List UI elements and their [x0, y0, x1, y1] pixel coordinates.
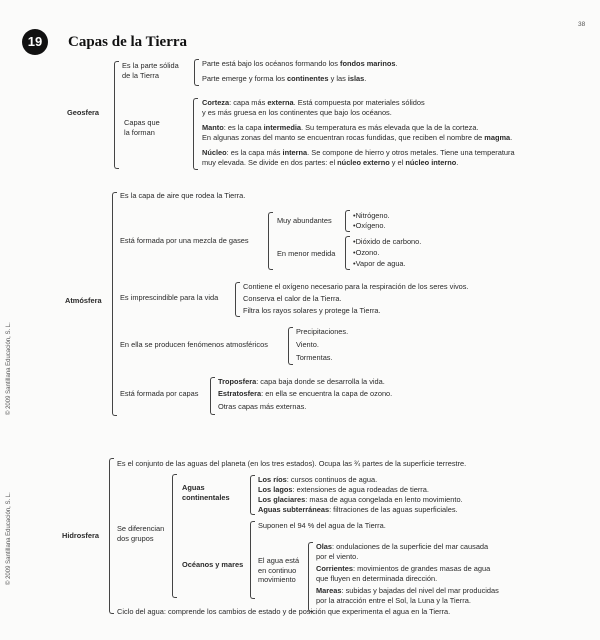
movement-brace	[308, 542, 313, 612]
other-layers-item: Otras capas más externas.	[218, 402, 307, 411]
continentes-item: Parte emerge y forma los continentes y las islas.	[202, 74, 367, 83]
oceans-brace	[250, 521, 255, 599]
life-label: Es imprescindible para la vida	[120, 293, 219, 302]
list-item: Viento.	[296, 340, 319, 349]
page-number: 38	[578, 21, 586, 28]
list-item: Tormentas.	[296, 353, 333, 362]
rios-item: Los ríos: cursos continuos de agua.	[258, 475, 378, 484]
estratosfera-item: Estratosfera: en ella se encuentra la capa de ozono.	[218, 389, 393, 398]
hidrosfera-definition: Es el conjunto de las aguas del planeta (en los tres estados). Ocupa las ¾ partes de la superficie terrestre.	[117, 459, 467, 468]
oceans-label: Océanos y mares	[182, 560, 244, 569]
minor-label: En menor medida	[277, 249, 336, 258]
abundant-brace	[345, 210, 350, 232]
gas-mix-label: Está formada por una mezcla de gases	[120, 236, 249, 245]
mareas-item: Mareas: subidas y bajadas del nivel del mar producidas por la atracción entre el Sol, la Luna y la Tierra.	[316, 586, 499, 605]
nucleo-item: Núcleo: es la capa más interna. Se compone de hierro y otros metales. Tiene una temperatura muy elevada. Se divide en dos partes: el núcleo externo y el núcleo interno.	[202, 148, 515, 167]
atmosfera-definition: Es la capa de aire que rodea la Tierra.	[120, 191, 246, 200]
continental-brace	[250, 475, 255, 515]
groups-label: Se diferencian dos grupos	[117, 524, 165, 543]
movement-label: El agua está en continuo movimiento	[258, 556, 300, 585]
list-item: Conserva el calor de la Tierra.	[243, 294, 342, 303]
copyright-note: © 2009 Santillana Educación, S. L.	[6, 322, 12, 415]
hidrosfera-brace	[109, 458, 114, 614]
geosfera-label: Geosfera	[67, 108, 100, 117]
continental-label: Aguas continentales	[182, 483, 230, 502]
fondos-item: Parte está bajo los océanos formando los fondos marinos.	[202, 59, 398, 68]
list-item: Precipitaciones.	[296, 327, 349, 336]
layers-label: Capas que la forman	[124, 118, 160, 137]
ocean-share-item: Suponen el 94 % del agua de la Tierra.	[258, 521, 386, 530]
groups-brace	[172, 474, 177, 598]
gas-mix-brace	[268, 212, 273, 270]
corrientes-item: Corrientes: movimientos de grandes masas de agua que fluyen en determinada dirección.	[316, 564, 491, 583]
list-item: • Nitrógeno.	[353, 211, 390, 221]
glaciares-item: Los glaciares: masa de agua congelada en lento movimiento.	[258, 495, 463, 504]
solid-part-label: Es la parte sólida de la Tierra	[122, 61, 179, 80]
atmosfera-label: Atmósfera	[65, 296, 102, 305]
layers-atm-label: Está formada por capas	[120, 389, 199, 398]
corteza-item: Corteza: capa más externa. Está compuesta por materiales sólidos y es más gruesa en los continentes que bajo los océanos.	[202, 98, 425, 117]
page-title: Capas de la Tierra	[68, 34, 188, 50]
layers-brace	[193, 98, 198, 170]
lagos-item: Los lagos: extensiones de agua rodeadas de tierra.	[258, 485, 429, 494]
abundant-label: Muy abundantes	[277, 216, 332, 225]
unit-badge: 19	[22, 29, 48, 55]
solid-part-brace	[194, 59, 199, 86]
atmosfera-brace	[112, 192, 117, 416]
phenomena-brace	[288, 327, 293, 365]
list-item: • Ozono.	[353, 248, 379, 258]
list-item: Contiene el oxígeno necesario para la respiración de los seres vivos.	[243, 282, 469, 291]
list-item: Filtra los rayos solares y protege la Tierra.	[243, 306, 381, 315]
olas-item: Olas: ondulaciones de la superficie del mar causada por el viento.	[316, 542, 489, 561]
troposfera-item: Troposfera: capa baja donde se desarrolla la vida.	[218, 377, 385, 386]
life-brace	[235, 282, 240, 317]
manto-item: Manto: es la capa intermedia. Su temperatura es más elevada que la de la corteza. En algunas zonas del manto se encuentran rocas fundidas, que reciben el nombre de magma.	[202, 123, 513, 142]
list-item: • Oxígeno.	[353, 221, 386, 231]
list-item: • Vapor de agua.	[353, 259, 406, 269]
subterraneas-item: Aguas subterráneas: filtraciones de las aguas superficiales.	[258, 505, 458, 514]
copyright-note: © 2009 Santillana Educación, S. L.	[6, 492, 12, 585]
minor-brace	[345, 236, 350, 270]
hidrosfera-label: Hidrosfera	[62, 531, 99, 540]
water-cycle-item: Ciclo del agua: comprende los cambios de estado y de posición que experimenta el agua en la Tierra.	[117, 607, 451, 616]
geosfera-brace	[114, 61, 119, 169]
list-item: • Dióxido de carbono.	[353, 237, 421, 247]
layers-atm-brace	[210, 377, 215, 415]
phenomena-label: En ella se producen fenómenos atmosféricos	[120, 340, 268, 349]
